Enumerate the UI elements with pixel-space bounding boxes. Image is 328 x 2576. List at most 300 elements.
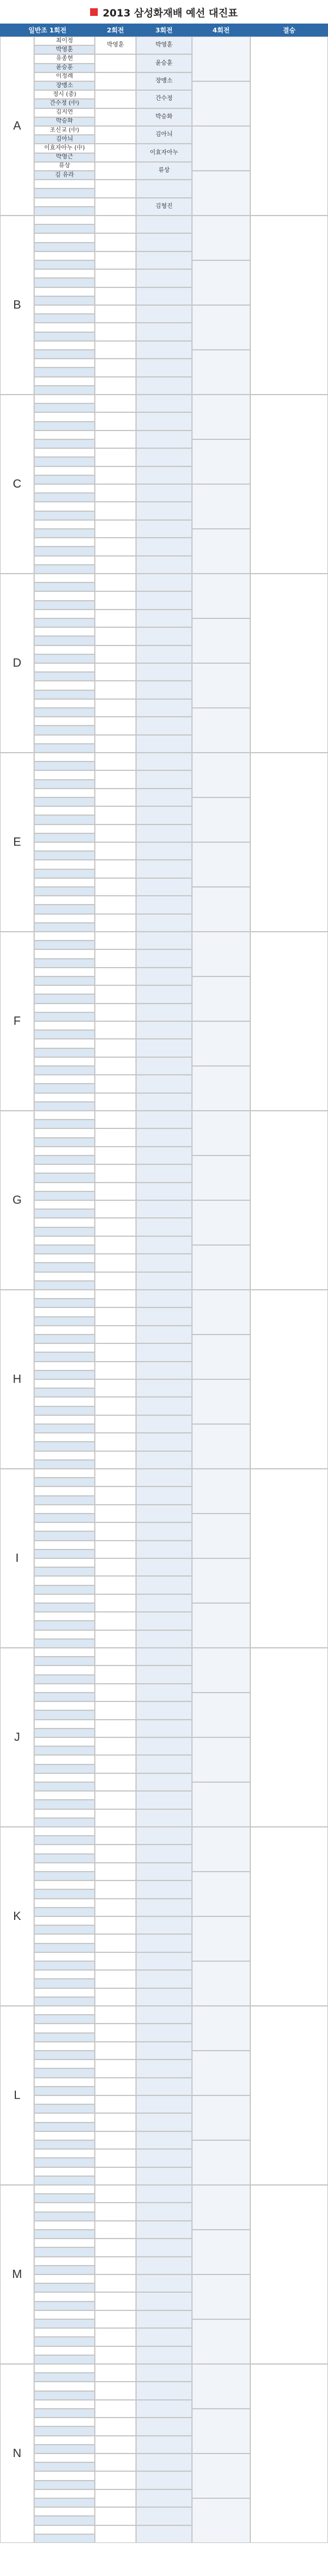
round2-slot xyxy=(95,1666,136,1683)
round2-slot xyxy=(95,914,136,932)
round2-slot xyxy=(95,985,136,1003)
player-slot xyxy=(34,2185,95,2194)
player-slot xyxy=(34,1872,95,1880)
round3-slot xyxy=(136,1648,192,1666)
player-slot xyxy=(34,1433,95,1442)
player-slot xyxy=(34,1254,95,1263)
player-slot xyxy=(34,2167,95,2176)
player-slot xyxy=(34,233,95,242)
round4-slot xyxy=(192,1245,250,1290)
round4-slot xyxy=(192,529,250,574)
player-slot xyxy=(34,1128,95,1137)
round3-slot: 장맹소 xyxy=(136,72,192,90)
player-slot xyxy=(34,1317,95,1326)
round3-slot xyxy=(136,681,192,698)
round2-slot xyxy=(95,1164,136,1182)
round2-slot xyxy=(95,949,136,967)
round2-slot xyxy=(95,2239,136,2256)
round3-slot xyxy=(136,1307,192,1325)
round2-slot xyxy=(95,359,136,376)
player-slot: 최이정 xyxy=(34,37,95,45)
round3-slot xyxy=(136,610,192,627)
round3-slot xyxy=(136,860,192,878)
group-label: K xyxy=(0,1827,34,2006)
round2-slot xyxy=(95,1021,136,1039)
player-slot xyxy=(34,1164,95,1173)
round2-slot xyxy=(95,591,136,609)
player-slot xyxy=(34,2445,95,2454)
round3-slot xyxy=(136,1558,192,1576)
round3-slot xyxy=(136,825,192,842)
player-slot xyxy=(34,985,95,994)
player-slot xyxy=(34,1764,95,1773)
round2-slot xyxy=(95,1183,136,1200)
round2-slot xyxy=(95,90,136,108)
player-slot xyxy=(34,1138,95,1147)
round3-slot xyxy=(136,806,192,824)
player-slot xyxy=(34,1397,95,1406)
player-slot: 김지연 xyxy=(34,108,95,117)
round3-slot xyxy=(136,1200,192,1218)
round2-slot xyxy=(95,2400,136,2418)
player-slot xyxy=(34,1729,95,1737)
round3-slot xyxy=(136,1254,192,1272)
round2-slot xyxy=(95,1988,136,2006)
round4-slot xyxy=(192,663,250,708)
round3-slot xyxy=(136,2185,192,2203)
player-slot xyxy=(34,1352,95,1361)
round3-slot xyxy=(136,1827,192,1845)
player-slot xyxy=(34,2391,95,2400)
round3-slot xyxy=(136,2489,192,2507)
round3-slot xyxy=(136,574,192,591)
player-slot xyxy=(34,1558,95,1567)
player-slot xyxy=(34,2373,95,2382)
player-slot xyxy=(34,1908,95,1916)
player-slot xyxy=(34,2230,95,2239)
player-slot xyxy=(34,2060,95,2068)
player-slot xyxy=(34,717,95,726)
player-slot xyxy=(34,1549,95,1558)
round2-slot xyxy=(95,1809,136,1827)
round4-slot xyxy=(192,842,250,887)
round2-slot xyxy=(95,144,136,161)
player-slot xyxy=(34,1012,95,1021)
round2-slot xyxy=(95,162,136,180)
player-slot xyxy=(34,395,95,403)
round2-slot xyxy=(95,1612,136,1630)
round3-slot xyxy=(136,2346,192,2364)
player-slot xyxy=(34,2158,95,2167)
round2-slot xyxy=(95,1379,136,1397)
round2-slot xyxy=(95,198,136,216)
round3-slot xyxy=(136,1773,192,1791)
round2-slot xyxy=(95,251,136,269)
round2-slot xyxy=(95,2113,136,2131)
round4-slot xyxy=(192,2498,250,2543)
player-slot xyxy=(34,216,95,224)
round4-slot xyxy=(192,1603,250,1648)
round3-slot xyxy=(136,1666,192,1683)
round2-slot xyxy=(95,305,136,323)
round2-slot xyxy=(95,395,136,412)
player-slot xyxy=(34,484,95,493)
round3-slot xyxy=(136,1362,192,1379)
final-slot xyxy=(250,753,328,932)
round2-slot xyxy=(95,2418,136,2435)
player-slot xyxy=(34,2310,95,2319)
round3-slot xyxy=(136,180,192,197)
round3-slot xyxy=(136,1164,192,1182)
group-label: M xyxy=(0,2185,34,2364)
round3-slot xyxy=(136,2418,192,2435)
round4-slot xyxy=(192,2051,250,2095)
player-slot xyxy=(34,2149,95,2158)
round4-slot xyxy=(192,2409,250,2454)
player-slot xyxy=(34,1863,95,1872)
round2-slot xyxy=(95,1684,136,1701)
group-label: G xyxy=(0,1111,34,1290)
round4-slot xyxy=(192,37,250,81)
player-slot: 박승화 xyxy=(34,117,95,126)
round2-slot xyxy=(95,126,136,144)
round2-slot xyxy=(95,466,136,484)
round4-slot xyxy=(192,2140,250,2185)
round2-slot xyxy=(95,610,136,627)
player-slot xyxy=(34,1496,95,1505)
player-slot xyxy=(34,699,95,708)
round2-slot xyxy=(95,1505,136,1522)
round2-slot xyxy=(95,2167,136,2185)
player-slot xyxy=(34,1486,95,1495)
round3-slot xyxy=(136,2310,192,2328)
round4-slot xyxy=(192,2454,250,2498)
player-slot xyxy=(34,511,95,520)
player-slot xyxy=(34,350,95,359)
player-slot xyxy=(34,207,95,216)
round3-slot xyxy=(136,2203,192,2220)
group-label: L xyxy=(0,2006,34,2185)
round3-slot xyxy=(136,2006,192,2024)
round2-slot xyxy=(95,1630,136,1648)
round3-slot xyxy=(136,287,192,305)
player-slot xyxy=(34,1818,95,1827)
round3-slot xyxy=(136,717,192,734)
player-slot xyxy=(34,2068,95,2077)
player-slot xyxy=(34,2364,95,2373)
player-slot xyxy=(34,1272,95,1281)
round3-slot xyxy=(136,1290,192,1307)
player-slot xyxy=(34,1630,95,1639)
round3-slot xyxy=(136,1899,192,1916)
round2-slot xyxy=(95,1594,136,1612)
player-slot xyxy=(34,1621,95,1630)
player-slot xyxy=(34,1039,95,1048)
round4-slot xyxy=(192,797,250,842)
round3-slot xyxy=(136,789,192,806)
player-slot xyxy=(34,1666,95,1674)
player-slot xyxy=(34,1004,95,1012)
round3-slot xyxy=(136,1075,192,1092)
round4-slot xyxy=(192,81,250,126)
round3-slot xyxy=(136,1272,192,1290)
player-slot xyxy=(34,1281,95,1290)
round3-slot xyxy=(136,2060,192,2077)
round4-slot xyxy=(192,753,250,797)
player-slot xyxy=(34,224,95,233)
round3-slot xyxy=(136,1505,192,1522)
round4-slot xyxy=(192,1066,250,1111)
round2-slot xyxy=(95,1307,136,1325)
round3-slot xyxy=(136,1737,192,1755)
round4-slot xyxy=(192,1424,250,1469)
round3-slot xyxy=(136,251,192,269)
round3-slot xyxy=(136,1128,192,1146)
round2-slot xyxy=(95,1558,136,1576)
player-slot xyxy=(34,806,95,815)
round2-slot xyxy=(95,1111,136,1128)
player-slot xyxy=(34,251,95,260)
round3-slot xyxy=(136,1916,192,1934)
round3-slot xyxy=(136,591,192,609)
round2-slot xyxy=(95,932,136,949)
round3-slot xyxy=(136,627,192,645)
player-slot xyxy=(34,367,95,376)
round2-slot xyxy=(95,753,136,770)
player-slot xyxy=(34,2525,95,2534)
round2-slot xyxy=(95,2274,136,2292)
round2-slot xyxy=(95,1576,136,1594)
player-slot xyxy=(34,2015,95,2024)
player-slot xyxy=(34,1460,95,1469)
round4-slot xyxy=(192,932,250,976)
player-slot: 정시 (중) xyxy=(34,90,95,99)
round2-slot xyxy=(95,968,136,985)
player-slot xyxy=(34,744,95,753)
player-slot xyxy=(34,1737,95,1746)
player-slot xyxy=(34,556,95,565)
round2-slot xyxy=(95,2203,136,2220)
round2-slot xyxy=(95,2042,136,2060)
player-slot xyxy=(34,2042,95,2051)
round2-slot: 박영훈 xyxy=(95,37,136,54)
player-slot xyxy=(34,547,95,555)
player-slot xyxy=(34,1147,95,1155)
player-slot xyxy=(34,403,95,412)
round3-slot xyxy=(136,341,192,359)
round4-slot xyxy=(192,1916,250,1961)
player-slot xyxy=(34,448,95,457)
round2-slot xyxy=(95,1737,136,1755)
round3-slot xyxy=(136,842,192,860)
final-slot xyxy=(250,1111,328,1290)
player-slot xyxy=(34,663,95,672)
round2-slot xyxy=(95,2131,136,2149)
player-slot xyxy=(34,1675,95,1684)
player-slot xyxy=(34,1335,95,1343)
player-slot xyxy=(34,2462,95,2471)
player-slot xyxy=(34,601,95,610)
player-slot xyxy=(34,1093,95,1102)
round3-slot xyxy=(136,556,192,574)
player-slot xyxy=(34,2498,95,2507)
player-slot xyxy=(34,1469,95,1478)
player-slot xyxy=(34,1388,95,1397)
player-slot xyxy=(34,842,95,851)
final-slot xyxy=(250,216,328,395)
player-slot xyxy=(34,923,95,932)
player-slot xyxy=(34,949,95,958)
player-slot xyxy=(34,815,95,824)
player-slot xyxy=(34,2274,95,2283)
player-slot xyxy=(34,618,95,627)
player-slot xyxy=(34,770,95,779)
player-slot xyxy=(34,1084,95,1092)
player-slot: 간수정 (中) xyxy=(34,99,95,108)
round2-slot xyxy=(95,663,136,681)
round3-slot xyxy=(136,2292,192,2310)
final-slot xyxy=(250,2185,328,2364)
round3-slot xyxy=(136,932,192,949)
player-slot xyxy=(34,529,95,538)
player-slot xyxy=(34,332,95,341)
final-slot xyxy=(250,37,328,216)
header-round4: 4회전 xyxy=(192,24,250,37)
round3-slot xyxy=(136,1720,192,1737)
round3-slot xyxy=(136,2382,192,2399)
player-slot xyxy=(34,1424,95,1433)
round2-slot xyxy=(95,717,136,734)
player-slot xyxy=(34,582,95,591)
round2-slot xyxy=(95,1952,136,1970)
final-slot xyxy=(250,1469,328,1648)
player-slot xyxy=(34,1299,95,1307)
round2-slot xyxy=(95,1075,136,1092)
round4-slot xyxy=(192,1290,250,1335)
round2-slot xyxy=(95,287,136,305)
red-square-icon xyxy=(90,8,98,16)
player-slot xyxy=(34,2131,95,2140)
player-slot xyxy=(34,789,95,797)
round3-slot xyxy=(136,1343,192,1361)
player-slot xyxy=(34,905,95,913)
player-slot xyxy=(34,1066,95,1075)
round3-slot xyxy=(136,1594,192,1612)
round3-slot xyxy=(136,2239,192,2256)
player-slot xyxy=(34,735,95,744)
round2-slot xyxy=(95,502,136,519)
player-slot xyxy=(34,825,95,833)
player-slot xyxy=(34,1218,95,1227)
player-slot xyxy=(34,1585,95,1594)
player-slot xyxy=(34,2400,95,2409)
player-slot xyxy=(34,726,95,734)
round2-slot xyxy=(95,2060,136,2077)
round4-slot xyxy=(192,1111,250,1155)
round2-slot xyxy=(95,1433,136,1451)
round3-slot xyxy=(136,2364,192,2382)
round3-slot xyxy=(136,2221,192,2239)
player-slot xyxy=(34,1326,95,1335)
player-slot xyxy=(34,2078,95,2087)
player-slot xyxy=(34,2382,95,2390)
round4-slot xyxy=(192,1200,250,1245)
player-slot xyxy=(34,1531,95,1540)
player-slot xyxy=(34,968,95,976)
round3-slot xyxy=(136,1415,192,1433)
player-slot xyxy=(34,1773,95,1782)
player-slot xyxy=(34,475,95,484)
player-slot xyxy=(34,1612,95,1621)
round2-slot xyxy=(95,2507,136,2525)
round2-slot xyxy=(95,1720,136,1737)
round2-slot xyxy=(95,538,136,555)
round3-slot xyxy=(136,2113,192,2131)
round3-slot xyxy=(136,1755,192,1773)
player-slot xyxy=(34,1155,95,1164)
player-slot xyxy=(34,1943,95,1952)
player-slot xyxy=(34,386,95,395)
round2-slot xyxy=(95,2006,136,2024)
player-slot xyxy=(34,797,95,806)
player-slot xyxy=(34,2095,95,2104)
round4-slot xyxy=(192,708,250,753)
player-slot xyxy=(34,2051,95,2060)
header-round5: 결승 xyxy=(250,24,328,37)
player-slot xyxy=(34,2418,95,2426)
player-slot xyxy=(34,869,95,878)
player-slot xyxy=(34,1343,95,1352)
player-slot xyxy=(34,1899,95,1908)
round2-slot xyxy=(95,2436,136,2454)
player-slot xyxy=(34,1988,95,1997)
round2-slot xyxy=(95,2489,136,2507)
round4-slot xyxy=(192,1782,250,1827)
player-slot xyxy=(34,269,95,278)
round2-slot xyxy=(95,1057,136,1075)
group-label: H xyxy=(0,1290,34,1469)
round3-slot: 이효자아누 xyxy=(136,144,192,161)
player-slot xyxy=(34,1800,95,1809)
round2-slot xyxy=(95,2310,136,2328)
player-slot xyxy=(34,1514,95,1522)
player-slot xyxy=(34,296,95,305)
round2-slot xyxy=(95,484,136,502)
player-slot xyxy=(34,1290,95,1299)
player-slot xyxy=(34,610,95,618)
round3-slot xyxy=(136,2274,192,2292)
player-slot: 조신교 (中) xyxy=(34,126,95,135)
player-slot xyxy=(34,1406,95,1415)
round3-slot xyxy=(136,1934,192,1952)
round4-slot xyxy=(192,1021,250,1066)
player-slot xyxy=(34,2471,95,2480)
player-slot xyxy=(34,780,95,789)
round3-slot xyxy=(136,2024,192,2041)
player-slot xyxy=(34,2033,95,2042)
player-slot xyxy=(34,2489,95,2498)
round3-slot xyxy=(136,1630,192,1648)
round2-slot xyxy=(95,1880,136,1898)
player-slot xyxy=(34,2454,95,2462)
player-slot xyxy=(34,466,95,475)
round4-slot xyxy=(192,1961,250,2006)
round3-slot xyxy=(136,753,192,770)
round4-slot xyxy=(192,395,250,439)
round2-slot xyxy=(95,2346,136,2364)
round2-slot xyxy=(95,1541,136,1558)
player-slot xyxy=(34,2292,95,2301)
